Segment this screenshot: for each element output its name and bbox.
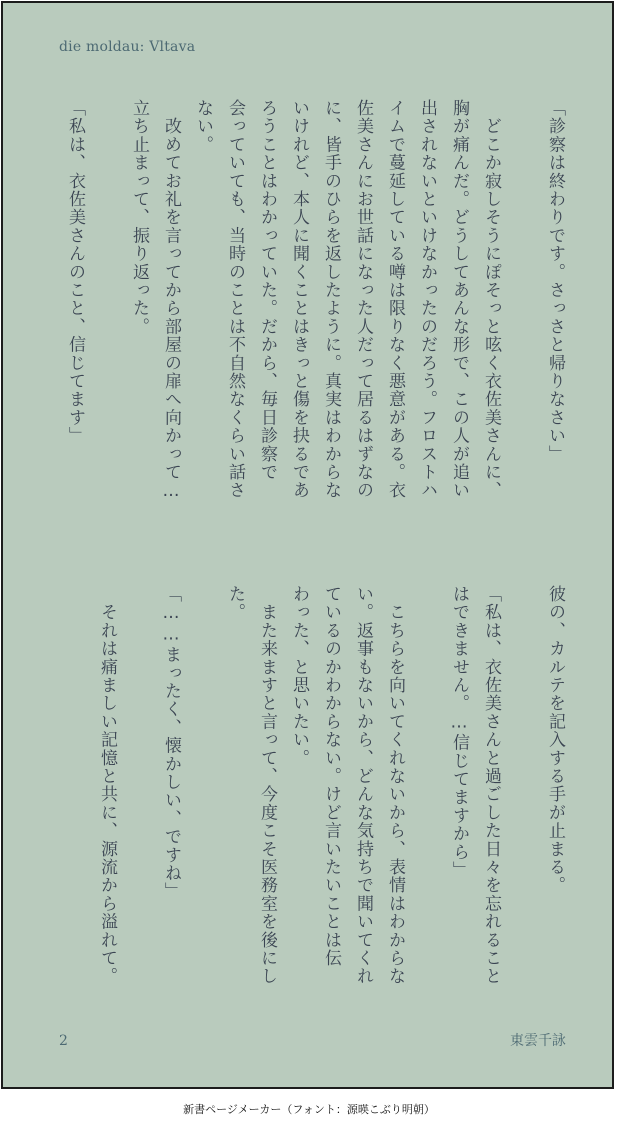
body-text-upper: 「診察は終わりです。さっさと帰りなさい」 どこか寂しそうにぽそっと呟く衣佐美さんに、 胸が痛んだ。どうしてあんな形で、この人が追い 出されないといけなかったのだろう。フロストハ イムで蔓延している噂は限りなく悪意がある。衣 佐美さんにお世話になった人だって居るはずなの に、皆手のひらを返したように。真実はわからな いけれど、本人に聞くことはきっと傷を抉るであ ろうことはわかっていた。だから、毎日診察で 会っていても、当時のことは不自然なくらい話さ ない。 改めてお礼を言ってから部屋の扉へ向かって… 立ち止まって、振り返った。 「私は、衣佐美さんのこと、信じてます」	[65, 99, 565, 503]
book-title-header: die moldau: Vltava	[59, 39, 196, 55]
book-page	[1, 1, 614, 1089]
page-number: 2	[59, 1033, 68, 1049]
author-name: 東雲千詠	[510, 1033, 566, 1049]
body-text-lower: 彼の、カルテを記入する手が止まる。 「私は、衣佐美さんと過ごした日々を忘れること はできません。…信じてますから」 こちらを向いてくれないから、表情はわからな い。返事もないから、どんな気持ちで聞いてくれ ているのかわからない。けど言いたいことは伝 わった、と思いたい。 また来ますと言って、今度こそ医務室を後にし た。 「……まったく、懐かしい、ですね」 それは痛ましい記憶と共に、源流から溢れて。	[97, 585, 565, 986]
generator-caption: 新書ページメーカー（フォント：源暎こぶり明朝）	[183, 1103, 435, 1116]
